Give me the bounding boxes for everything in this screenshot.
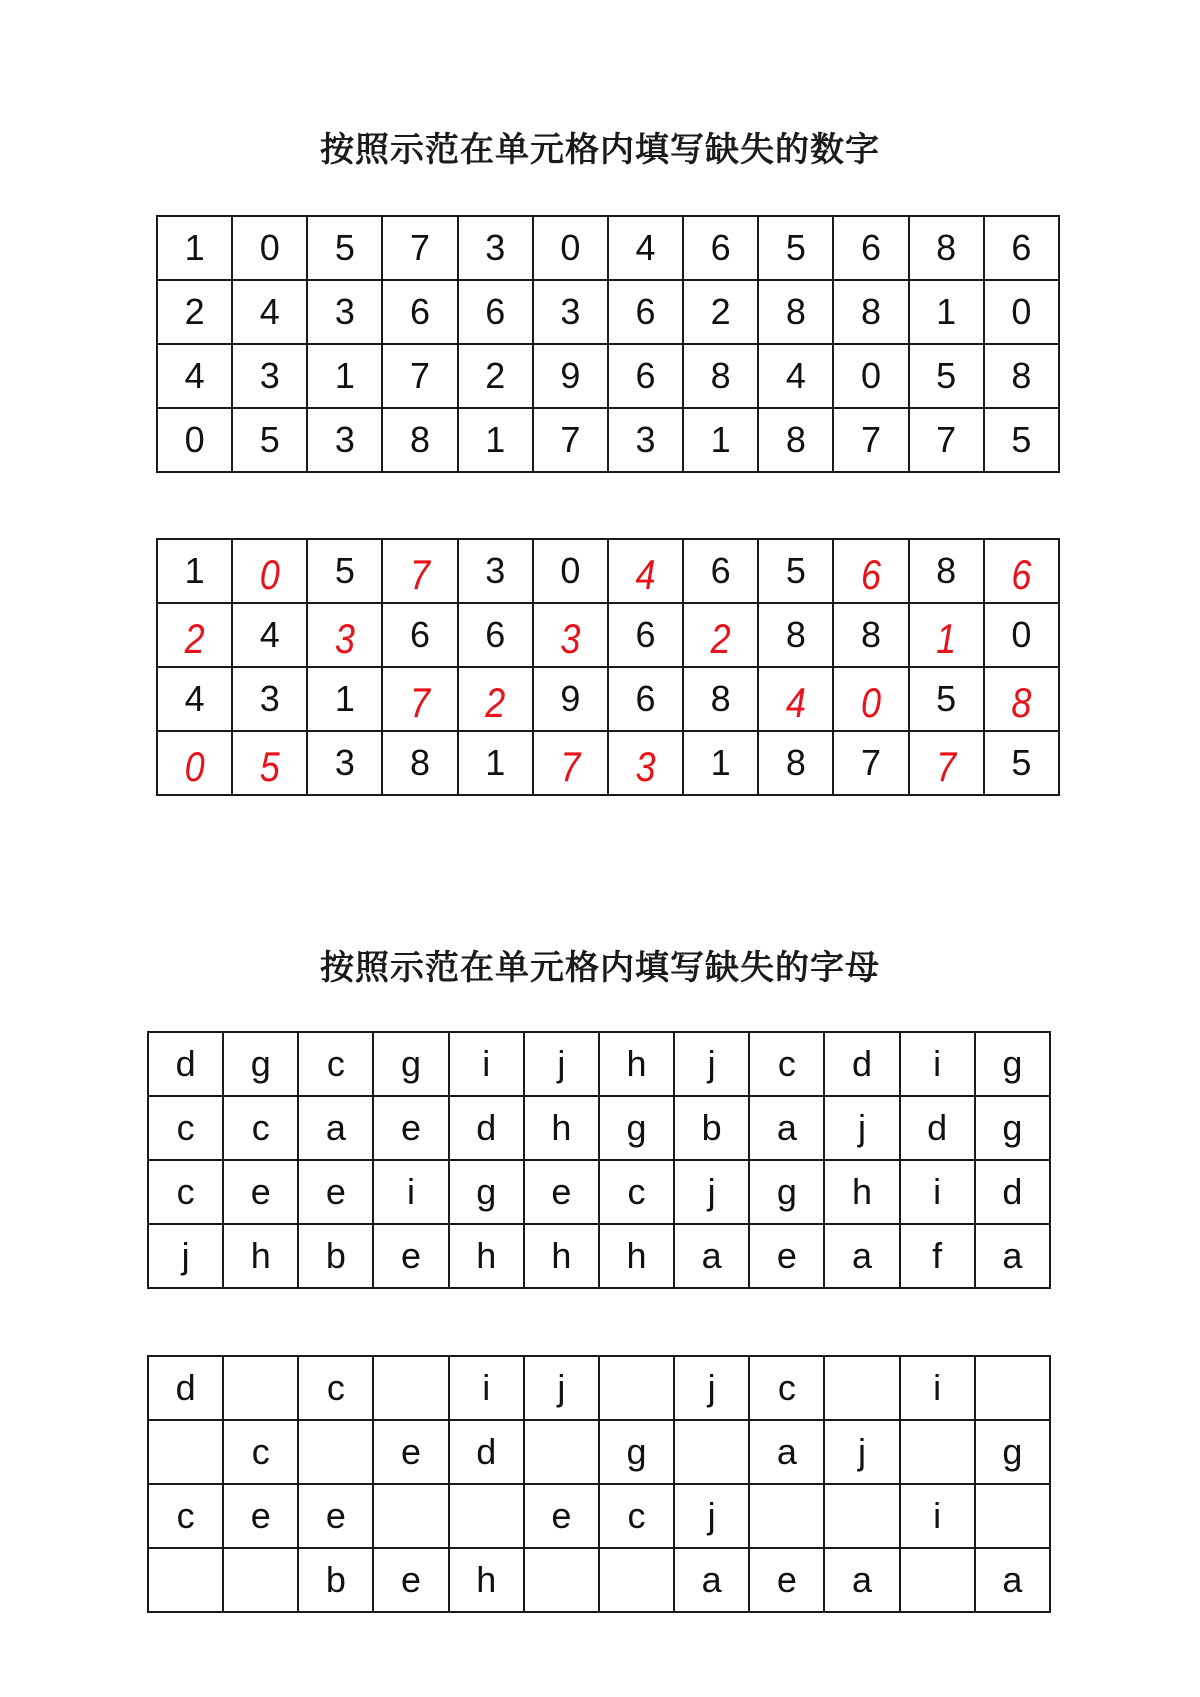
grid-cell: j [674,1484,749,1548]
grid-cell: i [900,1484,975,1548]
grid-cell: g [223,1032,298,1096]
grid-cell: 0 [984,280,1059,344]
blank-cell[interactable] [449,1484,524,1548]
grid-cell: 6 [608,667,683,731]
grid-cell: b [298,1548,373,1612]
grid-cell: 1 [909,280,984,344]
grid-row [148,1420,1050,1484]
grid-cell: 0 [533,216,608,280]
grid-cell: 0 [833,344,908,408]
grid-row [157,408,1059,472]
handwritten-cell [909,731,984,795]
handwritten-digit: 6 [860,550,881,598]
handwritten-digit: 5 [259,742,280,790]
grid-cell: c [749,1356,824,1420]
grid-cell: 8 [984,344,1059,408]
grid-cell: 0 [232,216,307,280]
grid-cell: 8 [758,280,833,344]
handwritten-cell [382,539,457,603]
grid-cell: 1 [157,539,232,603]
grid-cell: 8 [382,408,457,472]
handwritten-digit: 6 [1011,550,1032,598]
handwritten-cell [984,667,1059,731]
grid-cell: a [674,1548,749,1612]
handwritten-digit: 3 [635,742,656,790]
grid-row [157,344,1059,408]
handwritten-cell [232,731,307,795]
grid-row [157,731,1059,795]
grid-cell: 5 [909,667,984,731]
grid-cell: h [599,1032,674,1096]
grid-cell: 6 [382,603,457,667]
grid-cell: j [824,1420,899,1484]
grid-cell: 6 [608,344,683,408]
grid-cell: c [749,1032,824,1096]
handwritten-cell [683,603,758,667]
handwritten-digit: 8 [1011,678,1032,726]
grid-cell: c [148,1484,223,1548]
letters-example-grid [147,1031,1051,1289]
grid-cell: 8 [683,344,758,408]
handwritten-digit: 1 [936,614,957,662]
grid-cell: d [449,1420,524,1484]
grid-cell: h [449,1548,524,1612]
grid-cell: b [298,1224,373,1288]
blank-cell[interactable] [674,1420,749,1484]
grid-cell: i [900,1032,975,1096]
blank-cell[interactable] [975,1484,1050,1548]
grid-cell: g [373,1032,448,1096]
handwritten-cell [909,603,984,667]
grid-cell: 4 [758,344,833,408]
grid-cell: d [148,1032,223,1096]
grid-cell: 2 [157,280,232,344]
grid-cell: 1 [458,408,533,472]
handwritten-digit: 0 [860,678,881,726]
grid-cell: 6 [683,539,758,603]
grid-cell: c [599,1484,674,1548]
grid-cell: e [373,1224,448,1288]
grid-row [148,1484,1050,1548]
grid-row [157,216,1059,280]
grid-row [157,603,1059,667]
grid-cell: b [674,1096,749,1160]
grid-cell: 6 [683,216,758,280]
grid-cell: g [975,1096,1050,1160]
grid-cell: 7 [382,344,457,408]
grid-cell: 5 [758,539,833,603]
grid-cell: c [148,1096,223,1160]
grid-cell: 3 [307,408,382,472]
grid-cell: h [524,1224,599,1288]
blank-cell[interactable] [148,1420,223,1484]
grid-cell: c [599,1160,674,1224]
grid-row [157,280,1059,344]
grid-cell: 8 [909,539,984,603]
handwritten-digit: 2 [184,614,205,662]
grid-cell: g [975,1032,1050,1096]
grid-cell: 4 [232,280,307,344]
grid-cell: e [298,1160,373,1224]
handwritten-cell [157,603,232,667]
grid-cell: g [975,1420,1050,1484]
grid-cell: 4 [232,603,307,667]
numbers-practice-grid[interactable] [156,538,1060,796]
grid-row [148,1160,1050,1224]
grid-cell: 5 [984,731,1059,795]
grid-cell: i [449,1032,524,1096]
handwritten-cell [157,731,232,795]
grid-cell: 2 [683,280,758,344]
grid-cell: 5 [232,408,307,472]
handwritten-digit: 0 [259,550,280,598]
grid-cell: 1 [683,731,758,795]
handwritten-digit: 7 [560,742,581,790]
handwritten-cell [758,667,833,731]
grid-cell: h [449,1224,524,1288]
grid-cell: 9 [533,667,608,731]
grid-cell: 6 [458,603,533,667]
grid-cell: a [975,1548,1050,1612]
grid-cell: e [298,1484,373,1548]
handwritten-digit: 7 [410,678,431,726]
handwritten-cell [833,539,908,603]
grid-cell: f [900,1224,975,1288]
grid-cell: 5 [909,344,984,408]
grid-cell: 6 [984,216,1059,280]
handwritten-cell [382,667,457,731]
handwritten-cell [307,603,382,667]
grid-cell: 0 [984,603,1059,667]
grid-cell: 4 [608,216,683,280]
grid-cell: i [373,1160,448,1224]
grid-cell: 1 [307,344,382,408]
grid-cell: 3 [307,731,382,795]
grid-cell: 6 [608,280,683,344]
grid-cell: a [824,1548,899,1612]
grid-row [157,539,1059,603]
grid-cell: 3 [458,216,533,280]
grid-cell: e [223,1484,298,1548]
grid-cell: 4 [157,667,232,731]
grid-cell: 3 [458,539,533,603]
grid-cell: i [900,1356,975,1420]
blank-cell[interactable] [373,1356,448,1420]
grid-cell: e [373,1096,448,1160]
handwritten-cell [533,603,608,667]
grid-cell: a [674,1224,749,1288]
grid-cell: a [298,1096,373,1160]
numbers-section-title: 按照示范在单元格内填写缺失的数字 [320,130,880,170]
handwritten-cell [984,539,1059,603]
grid-row [157,667,1059,731]
grid-cell: i [449,1356,524,1420]
grid-cell: 8 [833,603,908,667]
grid-cell: j [674,1356,749,1420]
grid-cell: j [524,1032,599,1096]
letters-practice-grid[interactable] [147,1355,1051,1613]
grid-cell: e [223,1160,298,1224]
grid-cell: d [975,1160,1050,1224]
blank-cell[interactable] [749,1484,824,1548]
blank-cell[interactable] [524,1548,599,1612]
grid-cell: a [975,1224,1050,1288]
grid-cell: 3 [232,344,307,408]
handwritten-digit: 7 [936,742,957,790]
grid-row [148,1356,1050,1420]
handwritten-cell [533,731,608,795]
handwritten-digit: 0 [184,742,205,790]
blank-cell[interactable] [599,1548,674,1612]
grid-cell: d [900,1096,975,1160]
grid-cell: 8 [909,216,984,280]
grid-cell: 7 [833,408,908,472]
grid-cell: h [524,1096,599,1160]
grid-cell: e [373,1420,448,1484]
grid-cell: a [824,1224,899,1288]
grid-cell: e [524,1160,599,1224]
grid-cell: c [298,1032,373,1096]
blank-cell[interactable] [524,1420,599,1484]
blank-cell[interactable] [298,1420,373,1484]
handwritten-cell [833,667,908,731]
numbers-example-grid [156,215,1060,473]
handwritten-digit: 3 [560,614,581,662]
grid-cell: c [223,1420,298,1484]
grid-cell: 1 [307,667,382,731]
grid-cell: g [599,1420,674,1484]
grid-cell: 3 [307,280,382,344]
handwritten-cell [608,731,683,795]
grid-row [148,1548,1050,1612]
blank-cell[interactable] [824,1484,899,1548]
grid-cell: d [148,1356,223,1420]
grid-cell: 8 [683,667,758,731]
grid-cell: e [749,1224,824,1288]
letters-section-title: 按照示范在单元格内填写缺失的字母 [320,948,880,988]
grid-cell: 8 [833,280,908,344]
grid-cell: 5 [758,216,833,280]
blank-cell[interactable] [373,1484,448,1548]
grid-cell: 3 [232,667,307,731]
grid-cell: 8 [758,731,833,795]
grid-cell: c [223,1096,298,1160]
grid-cell: 3 [533,280,608,344]
grid-cell: 2 [458,344,533,408]
grid-cell: 1 [157,216,232,280]
blank-cell[interactable] [223,1356,298,1420]
grid-cell: 9 [533,344,608,408]
grid-cell: 0 [157,408,232,472]
grid-cell: 4 [157,344,232,408]
grid-cell: 6 [608,603,683,667]
grid-cell: j [148,1224,223,1288]
grid-cell: 7 [909,408,984,472]
grid-cell: h [223,1224,298,1288]
grid-cell: 8 [758,603,833,667]
handwritten-cell [232,539,307,603]
blank-cell[interactable] [223,1548,298,1612]
handwritten-digit: 2 [485,678,506,726]
grid-cell: 1 [458,731,533,795]
grid-cell: h [824,1160,899,1224]
grid-cell: g [749,1160,824,1224]
grid-cell: 6 [833,216,908,280]
blank-cell[interactable] [900,1548,975,1612]
handwritten-digit: 2 [710,614,731,662]
grid-cell: e [749,1548,824,1612]
grid-cell: a [749,1420,824,1484]
handwritten-digit: 7 [410,550,431,598]
grid-cell: 3 [608,408,683,472]
blank-cell[interactable] [900,1420,975,1484]
grid-cell: j [674,1160,749,1224]
blank-cell[interactable] [975,1356,1050,1420]
grid-cell: e [524,1484,599,1548]
grid-cell: j [824,1096,899,1160]
grid-cell: 7 [833,731,908,795]
grid-cell: h [599,1224,674,1288]
grid-row [148,1096,1050,1160]
grid-cell: g [449,1160,524,1224]
grid-cell: j [674,1032,749,1096]
blank-cell[interactable] [599,1356,674,1420]
grid-cell: 6 [458,280,533,344]
grid-cell: 8 [758,408,833,472]
blank-cell[interactable] [824,1356,899,1420]
grid-cell: 7 [382,216,457,280]
grid-cell: 5 [307,539,382,603]
grid-cell: 7 [533,408,608,472]
grid-cell: 5 [307,216,382,280]
grid-cell: 6 [382,280,457,344]
handwritten-cell [608,539,683,603]
grid-cell: c [148,1160,223,1224]
grid-cell: a [749,1096,824,1160]
grid-cell: e [373,1548,448,1612]
grid-cell: d [449,1096,524,1160]
grid-cell: g [599,1096,674,1160]
grid-cell: 8 [382,731,457,795]
blank-cell[interactable] [148,1548,223,1612]
handwritten-digit: 4 [635,550,656,598]
grid-cell: i [900,1160,975,1224]
grid-cell: 0 [533,539,608,603]
handwritten-digit: 3 [334,614,355,662]
grid-cell: 1 [683,408,758,472]
grid-cell: j [524,1356,599,1420]
grid-cell: d [824,1032,899,1096]
grid-cell: 5 [984,408,1059,472]
grid-row [148,1032,1050,1096]
grid-row [148,1224,1050,1288]
grid-cell: c [298,1356,373,1420]
handwritten-digit: 4 [785,678,806,726]
handwritten-cell [458,667,533,731]
